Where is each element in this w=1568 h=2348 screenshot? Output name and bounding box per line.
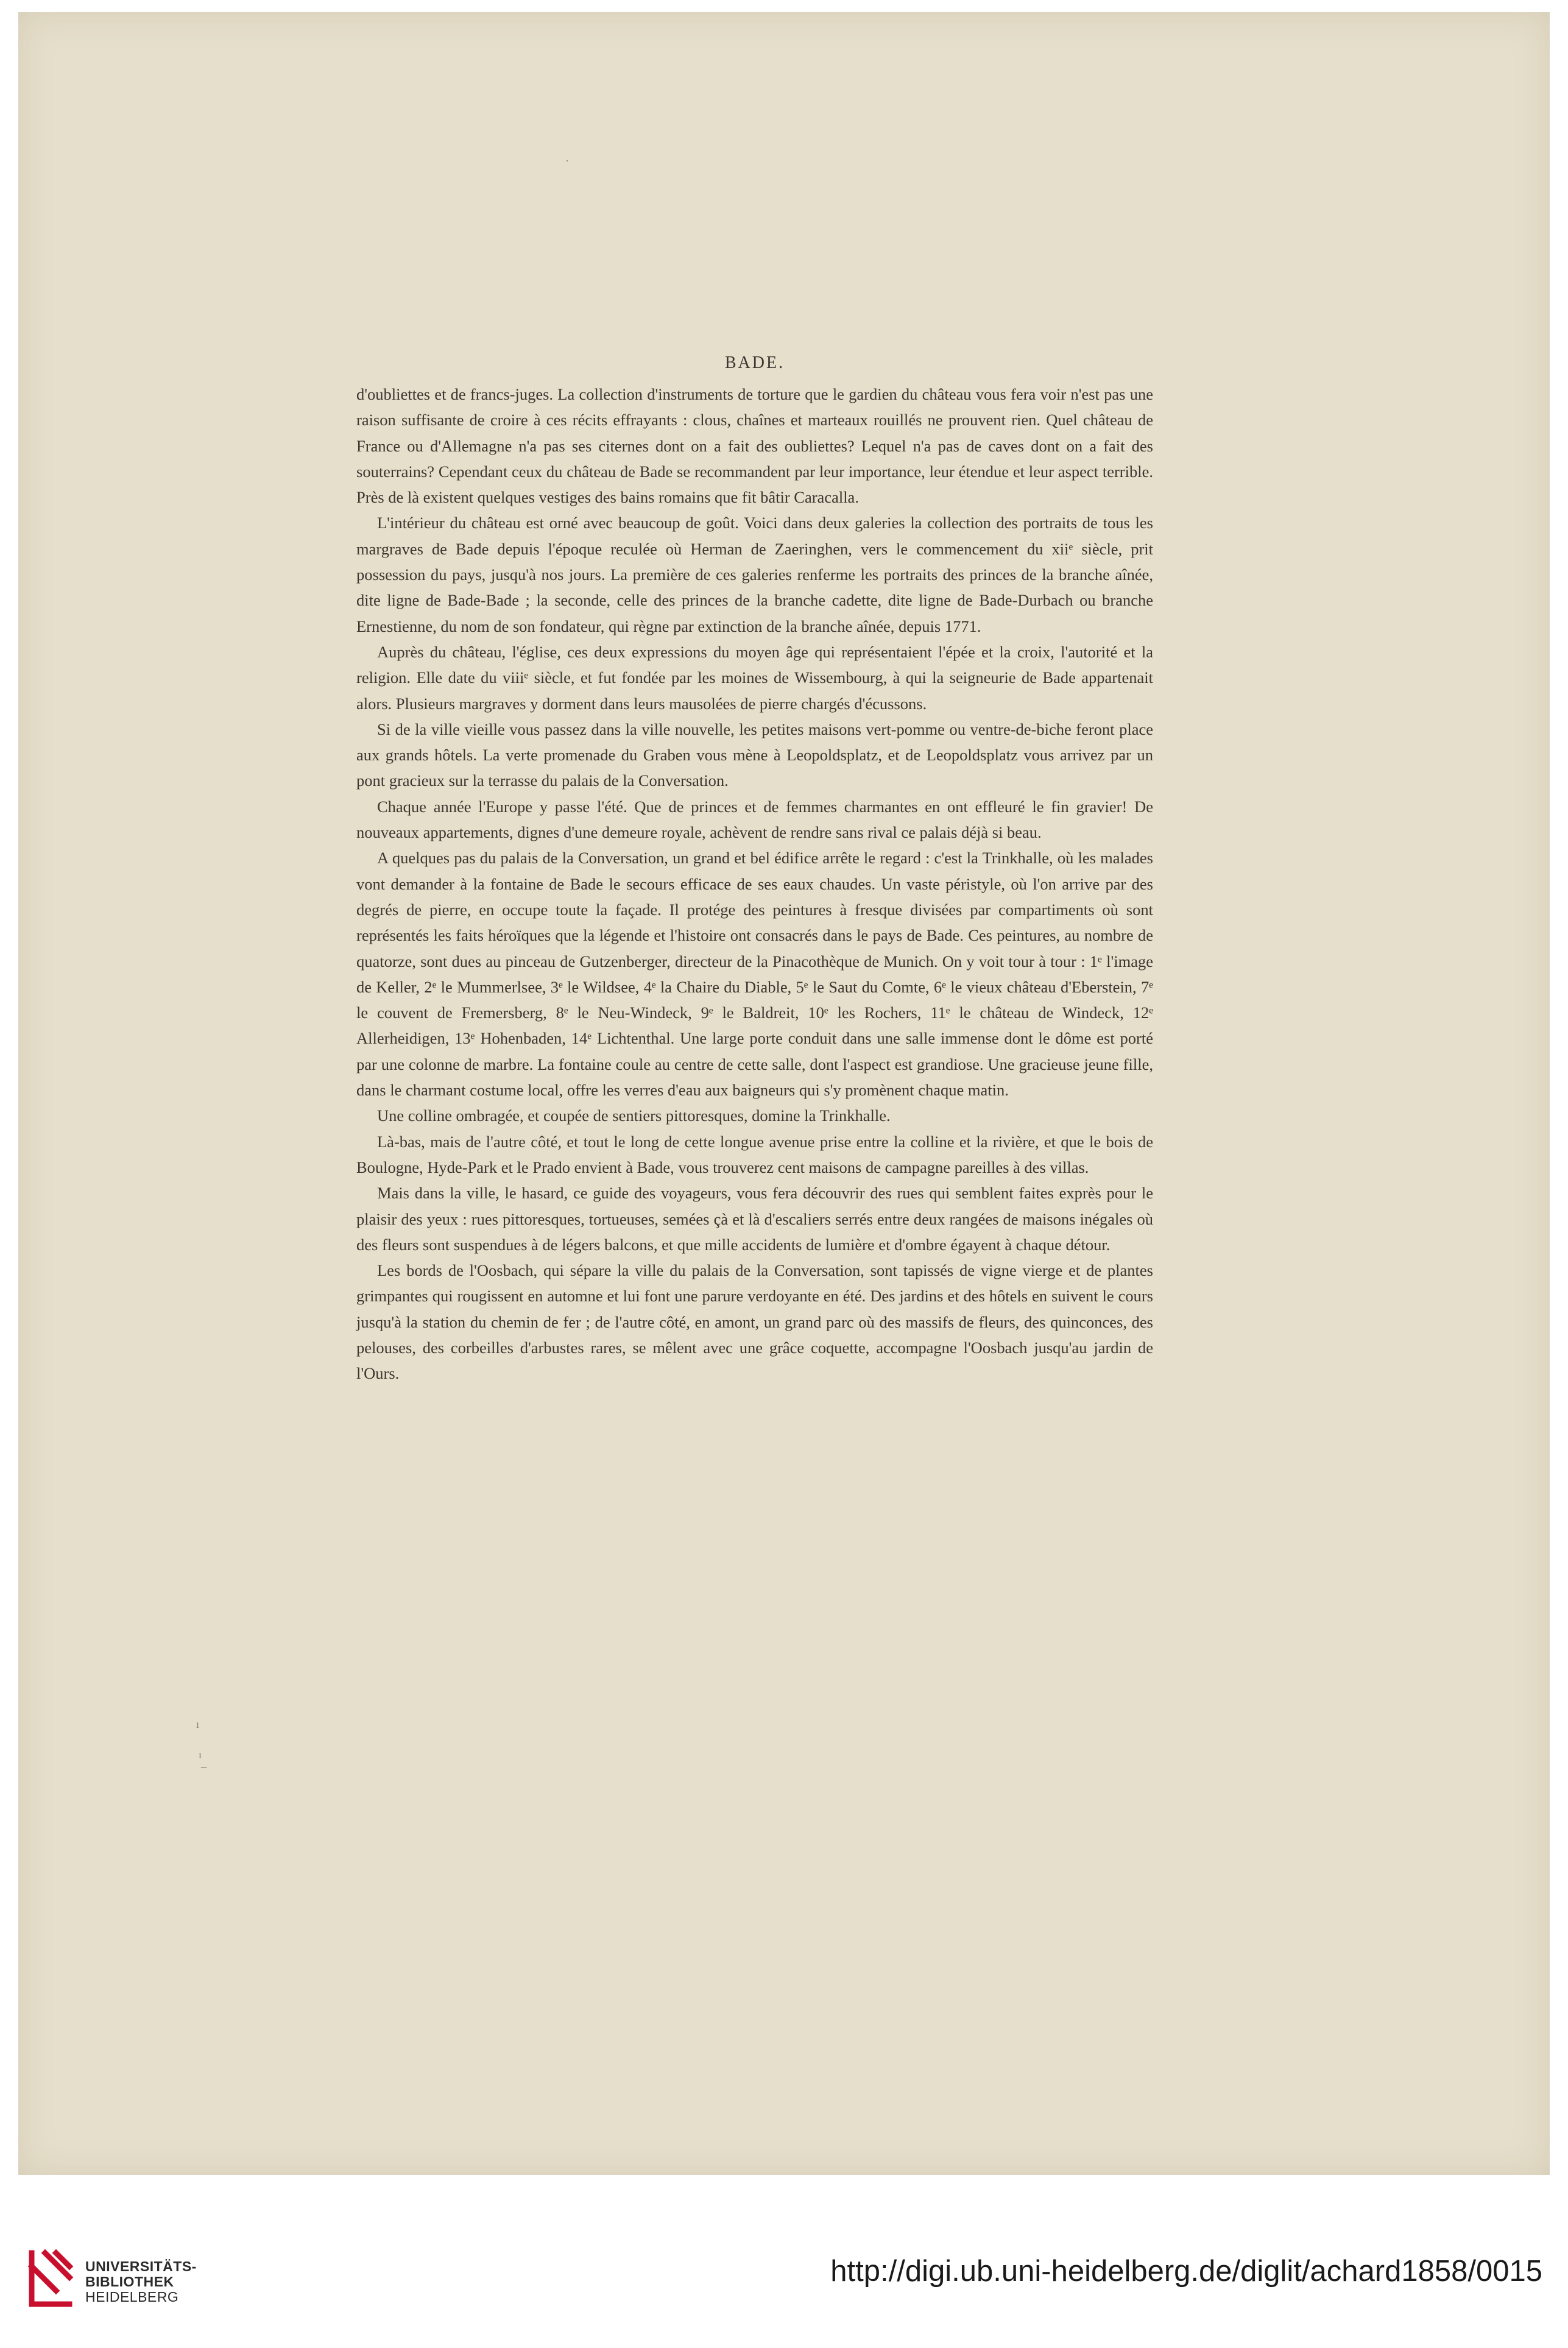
library-name-line: BIBLIOTHEK: [85, 2274, 174, 2290]
permalink-url[interactable]: http://digi.ub.uni-heidelberg.de/diglit/achard1858/0015: [830, 2255, 1542, 2288]
library-name-line: HEIDELBERG: [85, 2289, 179, 2305]
paragraph: Auprès du château, l'église, ces deux expressions du moyen âge qui représentaient l'épée et la croix, l'autorité et la religion. Elle date du viiiᵉ siècle, et fut fondée par les moines de Wissembourg, à qui la seigneurie de Bade appartenait alors. Plusieurs margraves y dorment dans leurs mausolées de pierre chargés d'écussons.: [356, 642, 1153, 713]
margin-speck: ı: [196, 1718, 200, 1730]
margin-speck: –: [201, 1761, 207, 1773]
paragraph: d'oubliettes et de francs-juges. La collection d'instruments de torture que le gardien du château vous fera voir n'est pas une raison suffisante de croire à ces récits effrayants : clous, chaînes et marteaux rouillés ne prouvent rien. Quel château de France ou d'Allemagne n'a pas ses citernes dont on a fait des oubliettes? Lequel n'a pas de caves dont on a fait des souterrains? Cependant ceux du château de Bade se recommandent par leur importance, leur étendue et leur aspect terrible. Près de là existent quelques vestiges des bains romains que fit bâtir Caracalla.: [356, 385, 1153, 507]
library-name-line: UNIVERSITÄTS-: [85, 2258, 197, 2274]
viewer-footer: [0, 2175, 1568, 2348]
margin-speck: ı: [199, 1749, 202, 1761]
paragraph: Les bords de l'Oosbach, qui sépare la ville du palais de la Conversation, sont tapissés de vigne vierge et de plantes grimpantes qui rougissent en automne et lui font une parure verdoyante en été. Des jardins et des hôtels en suivent le cours jusqu'à la station du chemin de fer ; de l'autre côté, en amont, un grand parc où des massifs de fleurs, des quinconces, des pelouses, des corbeilles d'arbustes rares, se mêlent avec une grâce coquette, accompagne l'Oosbach jusqu'au jardin de l'Ours.: [356, 1261, 1153, 1383]
margin-speck: ·: [565, 155, 569, 167]
running-header: BADE.: [724, 353, 785, 372]
paragraph: Mais dans la ville, le hasard, ce guide des voyageurs, vous fera découvrir des rues qui semblent faites exprès pour le plaisir des yeux : rues pittoresques, tortueuses, semées çà et là d'escaliers serrés entre deux rangées de maisons inégales où des fleurs sont suspendues à de légers balcons, et que mille accidents de lumière et d'ombre égayent à chaque détour.: [356, 1184, 1153, 1254]
paragraph: Une colline ombragée, et coupée de sentiers pittoresques, domine la Trinkhalle.: [377, 1106, 891, 1125]
paragraph: L'intérieur du château est orné avec beaucoup de goût. Voici dans deux galeries la collection des portraits de tous les margraves de Bade depuis l'époque reculée où Herman de Zaeringhen, vers le commencement du xiiᵉ siècle, prit possession du pays, jusqu'à nos jours. La première de ces galeries renferme les portraits des princes de la branche aînée, dite ligne de Bade-Bade ; la seconde, celle des princes de la branche cadette, dite ligne de Bade-Durbach ou branche Ernestienne, du nom de son fondateur, qui règne par extinction de la branche aînée, depuis 1771.: [356, 514, 1153, 635]
library-name: [85, 2259, 197, 2305]
paragraph: A quelques pas du palais de la Conversation, un grand et bel édifice arrête le regard : c'est la Trinkhalle, où les malades vont demander à la fontaine de Bade le secours efficace de ses eaux chaudes. Un vaste péristyle, où l'on arrive par des degrés de pierre, en occupe toute la façade. Il protége des peintures à fresque divisées par compartiments où sont représentés les faits héroïques que la légende et l'histoire ont consacrés dans le pays de Bade. Ces peintures, au nombre de quatorze, sont dues au pinceau de Gutzenberger, directeur de la Pinacothèque de Munich. On y voit tour à tour : 1ᵉ l'image de Keller, 2ᵉ le Mummerlsee, 3ᵉ le Wildsee, 4ᵉ la Chaire du Diable, 5ᵉ le Saut du Comte, 6ᵉ le vieux château d'Eberstein, 7ᵉ le couvent de Fremersberg, 8ᵉ le Neu-Windeck, 9ᵉ le Baldreit, 10ᵉ les Rochers, 11ᵉ le château de Windeck, 12ᵉ Allerheidigen, 13ᵉ Hohenbaden, 14ᵉ Lichtenthal. Une large porte conduit dans une salle immense dont le dôme est porté par une colonne de marbre. La fontaine coule au centre de cette salle, dont l'aspect est grandiose. Une gracieuse jeune fille, dans le charmant costume local, offre les verres d'eau aux baigneurs qui s'y promènent chaque matin.: [356, 849, 1153, 1100]
paragraph: Si de la ville vieille vous passez dans la ville nouvelle, les petites maisons vert-pomme ou ventre-de-biche feront place aux grands hôtels. La verte promenade du Graben vous mène à Leopoldsplatz, et de Leopoldsplatz vous arrivez par un pont gracieux sur la terrasse du palais de la Conversation.: [356, 720, 1153, 790]
paragraph: Là-bas, mais de l'autre côté, et tout le long de cette longue avenue prise entre la colline et la rivière, et que le bois de Boulogne, Hyde-Park et le Prado envient à Bade, vous trouverez cent maisons de campagne pareilles à des villas.: [356, 1132, 1153, 1176]
ub-heidelberg-logo-icon[interactable]: [27, 2248, 74, 2309]
scanned-page: [18, 12, 1550, 2175]
paragraph: Chaque année l'Europe y passe l'été. Que de princes et de femmes charmantes en ont effleuré le fin gravier! De nouveaux appartements, dignes d'une demeure royale, achèvent de rendre sans rival ce palais déjà si beau.: [356, 797, 1153, 842]
page-text-block: [356, 353, 1153, 1387]
